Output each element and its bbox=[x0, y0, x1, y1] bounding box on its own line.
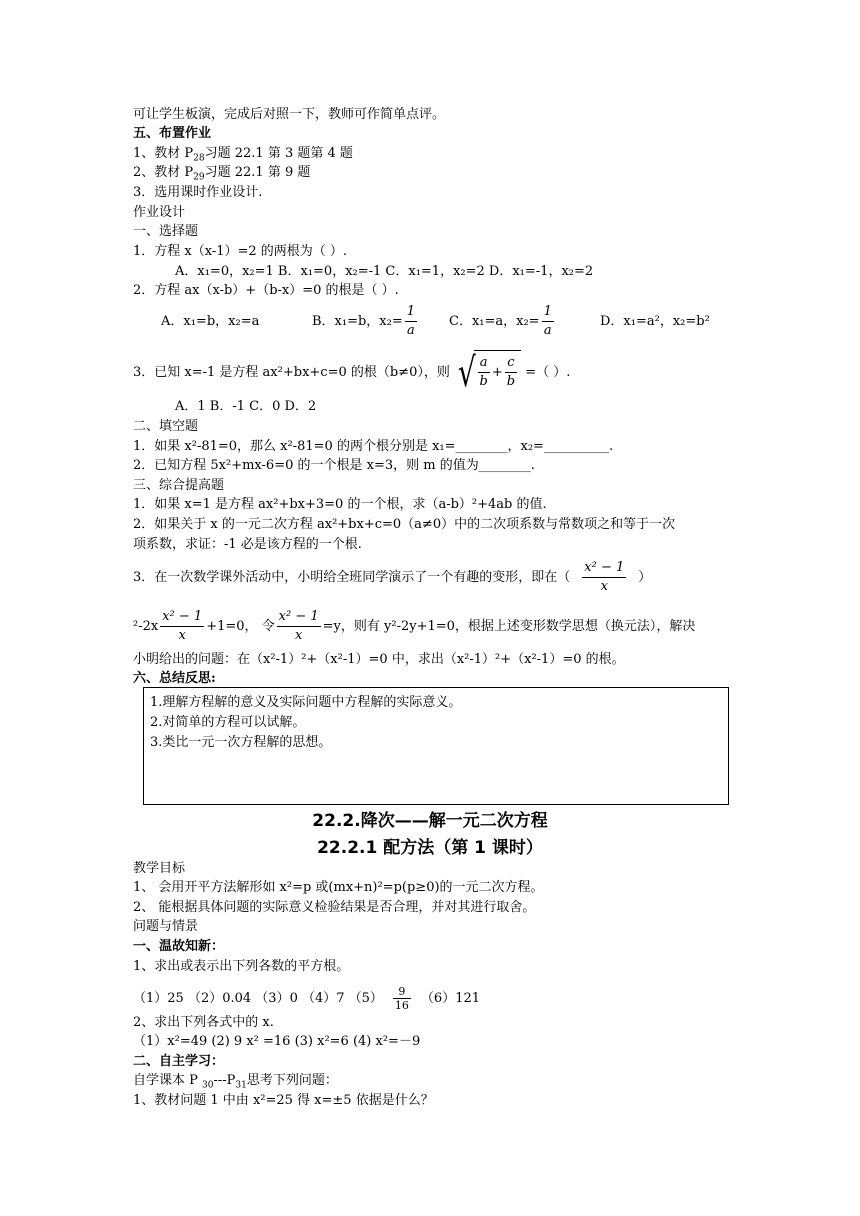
question-1: 1．方程 x（x-1）=2 的两根为（ ）. bbox=[133, 244, 348, 259]
question-2: 2．方程 ax（x-b）+（b-x）=0 的根是（ ）. bbox=[133, 283, 399, 298]
summary-box bbox=[143, 687, 729, 805]
q2-option-b: B．x₁=b，x₂= $\frac{1}{a}$ bbox=[312, 304, 416, 338]
fraction-9-over-16: $\frac{9}{16}$ bbox=[394, 985, 409, 1012]
section-5-heading: 五、布置作业 bbox=[133, 126, 212, 141]
warmup-2-items: （1）x²=49 (2) 9 x² =16 (3) x²=6 (4) x²=－9 bbox=[133, 1034, 421, 1049]
lesson-title: 22.2.1 配方法（第 1 课时） bbox=[317, 838, 543, 858]
summary-item-2: 2.对简单的方程可以试解。 bbox=[150, 715, 306, 730]
q2-option-d: D．x₁=a²，x₂=b² bbox=[600, 314, 710, 329]
question-2-options bbox=[161, 302, 710, 342]
warmup-1: 1、求出或表示出下列各数的平方根。 bbox=[133, 959, 350, 974]
homework-1: 1、教材 $P_{28}$习题 22.1 第 3 题第 4 题 bbox=[133, 146, 353, 164]
fraction-x2m1-over-x: $\frac{\text{x² − 1}}{x}$ bbox=[278, 609, 319, 643]
chapter-title: 22.2.降次——解一元二次方程 bbox=[312, 811, 548, 831]
comprehensive-3b: ²-2x $\frac{\text{x² − 1}}{x}$ +1=0， 令 $\frac{\text{x² − 1}}{x}$ =y，则有 y²-2y+1=0，根据上述变形数学思想（换元法），解决 bbox=[133, 609, 696, 643]
self-study-heading: 二、自主学习： bbox=[133, 1054, 225, 1069]
fraction-1-over-a: $\frac{1}{a}$ bbox=[543, 304, 552, 338]
warmup-heading: 一、温故知新： bbox=[133, 939, 225, 954]
self-study-1: 自学课本 P $_{30}---P_{31}$思考下列问题： bbox=[133, 1073, 338, 1091]
fraction-x2m1-over-x: $\frac{\text{x² − 1}}{x}$ bbox=[584, 560, 625, 594]
summary-item-1: 1.理解方程解的意义及实际问题中方程解的实际意义。 bbox=[150, 695, 462, 710]
choice-heading: 一、选择题 bbox=[133, 224, 199, 239]
comprehensive-3a: 3．在一次数学课外活动中，小明给全班同学演示了一个有趣的变形，即在（ $\frac{\text{x² − 1}}{x}$ ） bbox=[133, 560, 652, 594]
summary-item-3: 3.类比一元一次方程解的思想。 bbox=[150, 735, 332, 750]
fill-1: 1．如果 x²-81=0，那么 x²-81=0 的两个根分别是 x₁=________，x₂=__________. bbox=[133, 439, 614, 454]
question-1-options: A．x₁=0，x₂=1 B．x₁=0，x₂=-1 C．x₁=1，x₂=2 D．x₁=-1，x₂=2 bbox=[175, 264, 594, 279]
sqrt-expression: √ $\frac{a}{b}$ + $\frac{c}{b}$ bbox=[454, 350, 521, 395]
comprehensive-1: 1．如果 x=1 是方程 ax²+bx+3=0 的一个根，求（a-b）²+4ab 的值. bbox=[133, 497, 547, 512]
fill-heading: 二、填空题 bbox=[133, 419, 199, 434]
homework-3: 3．选用课时作业设计. bbox=[133, 185, 263, 200]
self-study-2: 1、教材问题 1 中由 x²=25 得 x=±5 依据是什么？ bbox=[133, 1093, 434, 1108]
line-intro: 可让学生板演，完成后对照一下，教师可作简单点评。 bbox=[133, 107, 446, 122]
goal-1: 1、 会用开平方法解形如 x²=p 或(mx+n)²=p(p≥0)的一元二次方程。 bbox=[133, 880, 544, 895]
warmup-2: 2、求出下列各式中的 x. bbox=[133, 1015, 274, 1030]
goal-2: 2、 能根据具体问题的实际意义检验结果是否合理，并对其进行取舍。 bbox=[133, 900, 536, 915]
section-6-heading: 六、总结反思: bbox=[133, 671, 216, 686]
homework-2: 2、教材 $P_{29}$习题 22.1 第 9 题 bbox=[133, 165, 311, 183]
comprehensive-2a: 2．如果关于 x 的一元二次方程 ax²+bx+c=0（a≠0）中的二次项系数与常数项之和等于一次 bbox=[133, 517, 676, 532]
fill-2: 2．已知方程 5x²+mx-6=0 的一个根是 x=3，则 m 的值为________. bbox=[133, 458, 535, 473]
fraction-1-over-a: $\frac{1}{a}$ bbox=[406, 304, 416, 338]
warmup-1-items: （1）25 （2）0.04 （3）0 （4）7 （5） $\frac{9}{16}$ （6）121 bbox=[133, 985, 481, 1012]
teaching-goals-heading: 教学目标 bbox=[133, 861, 186, 876]
comprehensive-2b: 项系数，求证：-1 必是该方程的一个根. bbox=[133, 537, 362, 552]
homework-design-heading: 作业设计 bbox=[133, 205, 186, 220]
q2-option-a: A．x₁=b，x₂=a bbox=[161, 314, 260, 329]
question-3-options: A．1 B．-1 C．0 D．2 bbox=[175, 399, 317, 414]
question-3: 3．已知 x=-1 是方程 ax²+bx+c=0 的根（b≠0），则 √ $\frac{a}{b}$ + $\frac{c}{b}$ =（ ）. bbox=[133, 349, 571, 396]
comprehensive-heading: 三、综合提高题 bbox=[133, 478, 225, 493]
comprehensive-3c: 小明给出的问题：在（x²-1）²+（x²-1）=0 中，求出（x²-1）²+（x²-1）=0 的根。 bbox=[133, 652, 625, 667]
q2-option-c: C．x₁=a，x₂= $\frac{1}{a}$ bbox=[449, 304, 552, 338]
fraction-x2m1-over-x: $\frac{\text{x² − 1}}{x}$ bbox=[162, 609, 203, 643]
problem-scene-heading: 问题与情景 bbox=[133, 919, 199, 934]
